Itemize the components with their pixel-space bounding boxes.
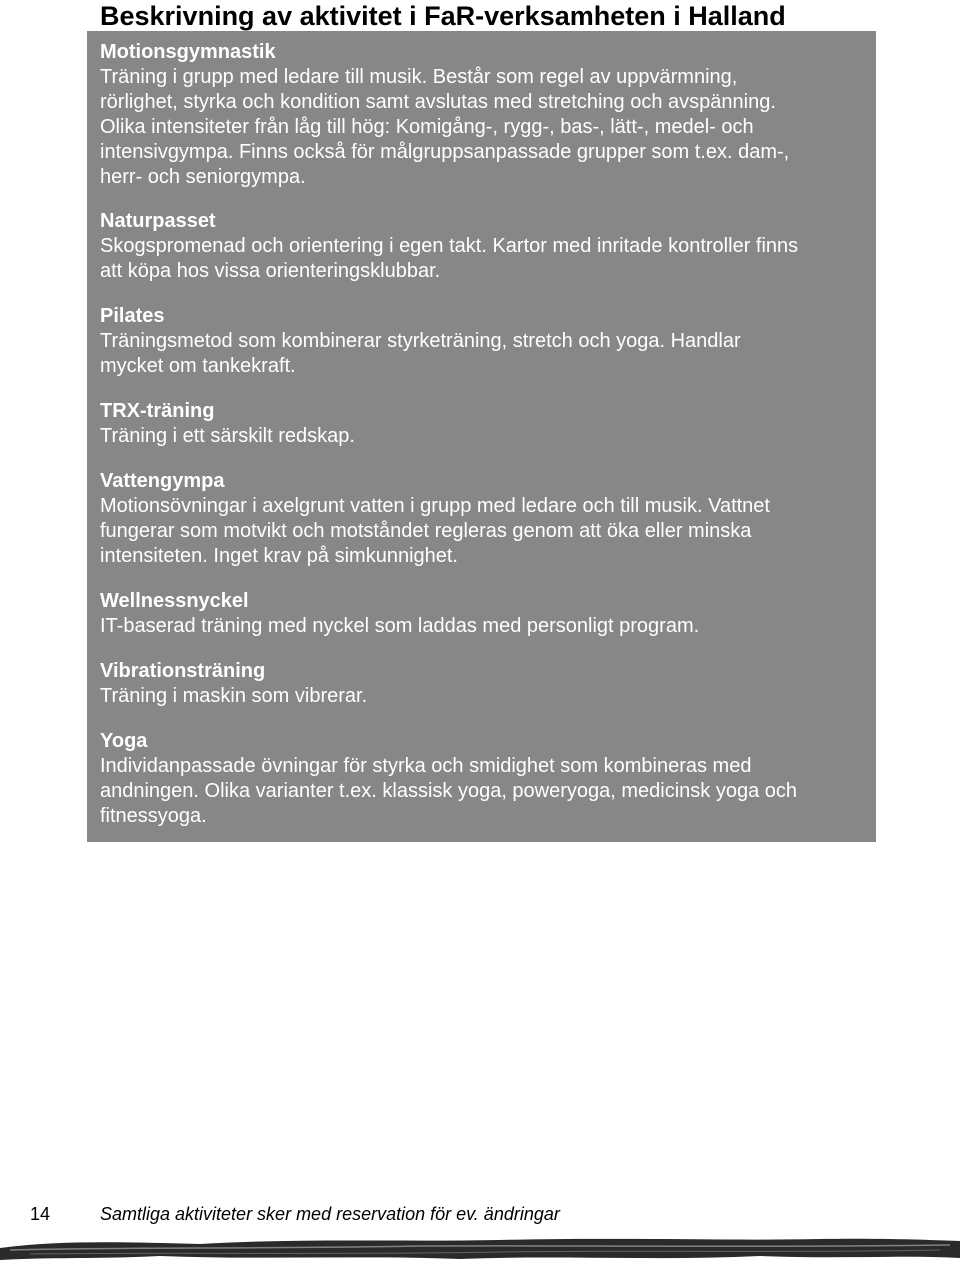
section-title: TRX-träning: [100, 400, 215, 422]
section-text-line: intensivgympa. Finns också för målgruppsanpassade grupper som t.ex. dam-,: [100, 141, 790, 163]
section-text-line: Träning i maskin som vibrerar.: [100, 685, 368, 707]
activity-section: [100, 304, 870, 379]
activity-section: [100, 209, 870, 284]
activity-panel: [87, 31, 876, 842]
section-title: Motionsgymnastik: [100, 41, 276, 63]
section-text-line: herr- och seniorgympa.: [100, 166, 306, 188]
section-text-line: rörlighet, styrka och kondition samt avslutas med stretching och avspänning.: [100, 91, 776, 113]
section-text-line: Träning i grupp med ledare till musik. Består som regel av uppvärmning,: [100, 66, 738, 88]
section-text-line: andningen. Olika varianter t.ex. klassisk yoga, poweryoga, medicinsk yoga och: [100, 780, 798, 802]
section-text-line: fitnessyoga.: [100, 805, 207, 827]
section-text-line: Olika intensiteter från låg till hög: Komigång-, rygg-, bas-, lätt-, medel- och: [100, 116, 754, 138]
activity-section: [100, 659, 870, 709]
section-title: Naturpasset: [100, 210, 216, 232]
section-text-line: Individanpassade övningar för styrka och smidighet som kombineras med: [100, 755, 752, 777]
section-text-line: Träningsmetod som kombinerar styrketräning, stretch och yoga. Handlar: [100, 330, 741, 352]
activity-section: [100, 40, 870, 190]
section-text-line: mycket om tankekraft.: [100, 355, 296, 377]
brush-stroke-decoration: [0, 1228, 960, 1265]
section-text-line: fungerar som motvikt och motståndet regleras genom att öka eller minska: [100, 520, 752, 542]
section-title: Pilates: [100, 305, 165, 327]
section-text-line: att köpa hos vissa orienteringsklubbar.: [100, 260, 441, 282]
section-text-line: Skogspromenad och orientering i egen takt. Kartor med inritade kontroller finns: [100, 235, 799, 257]
section-text-line: Motionsövningar i axelgrunt vatten i grupp med ledare och till musik. Vattnet: [100, 495, 770, 517]
activity-section: [100, 729, 870, 829]
section-text-line: IT-baserad träning med nyckel som laddas med personligt program.: [100, 615, 700, 637]
section-text-line: Träning i ett särskilt redskap.: [100, 425, 355, 447]
section-title: Vibrationsträning: [100, 660, 266, 682]
page-title: Beskrivning av aktivitet i FaR-verksamheten i Halland: [100, 1, 786, 31]
page-number: 14: [30, 1204, 51, 1224]
section-title: Wellnessnyckel: [100, 590, 249, 612]
footer-note: Samtliga aktiviteter sker med reservation för ev. ändringar: [100, 1204, 560, 1224]
activity-section: [100, 589, 870, 639]
section-title: Yoga: [100, 730, 148, 752]
section-title: Vattengympa: [100, 470, 225, 492]
activity-section: [100, 469, 870, 569]
activity-list: [100, 40, 870, 829]
activity-section: [100, 399, 870, 449]
section-text-line: intensiteten. Inget krav på simkunnighet.: [100, 545, 458, 567]
